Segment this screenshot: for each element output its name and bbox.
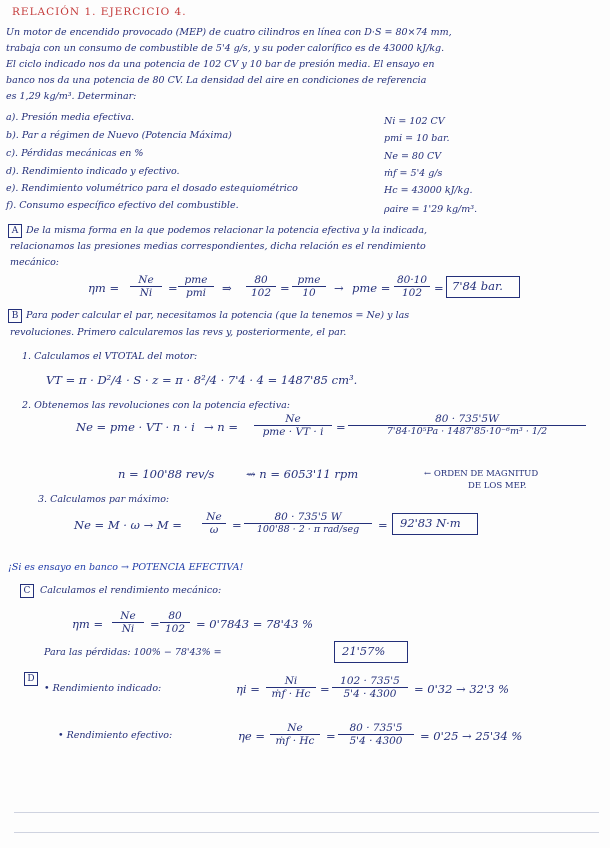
part-c-text: Calculamos el rendimiento mecánico: xyxy=(40,585,222,596)
equals-sign: = xyxy=(326,729,336,743)
denominator: Ni xyxy=(121,623,135,635)
equals-sign: = xyxy=(280,281,290,295)
denominator: 7'84·10⁵Pa · 1487'85·10⁻⁶m³ · 1/2 xyxy=(386,426,548,437)
fraction-n xyxy=(254,413,332,438)
statement-line: banco nos da una potencia de 80 CV. La densidad del aire en condiciones de referencia xyxy=(6,75,427,86)
numerator: Ni xyxy=(266,675,316,688)
equals-sign: = xyxy=(150,617,160,631)
denominator: ω xyxy=(209,524,219,536)
numerator: 80·10 xyxy=(394,274,430,287)
step-3: 3. Calculamos par máximo: xyxy=(38,494,170,505)
vt-formula: VT = π · D²/4 · S · z = π · 8²/4 · 7'4 · 4 = 1487'85 cm³. xyxy=(46,373,358,387)
denominator: pme · VT · i xyxy=(262,426,324,438)
numerator: Ne xyxy=(202,511,226,524)
denominator: 102 xyxy=(250,287,272,299)
ne-formula: Ne = pme · VT · n · i xyxy=(76,420,195,434)
eta-m-result: = 0'7843 = 78'43 % xyxy=(196,617,313,631)
orden-magnitud-note: DE LOS MEP. xyxy=(468,481,527,491)
given-value: Hc = 43000 kJ/kg. xyxy=(384,185,473,196)
part-b-text: revoluciones. Primero calcularemos las revs y, posteriormente, el par. xyxy=(10,327,347,338)
numerator: 80 · 735'5W xyxy=(348,413,586,426)
numerator: 80 · 735'5 W xyxy=(244,511,372,524)
fraction-calc xyxy=(394,274,430,299)
denominator: ṁf · Hc xyxy=(271,688,311,700)
question-item: d). Rendimiento indicado y efectivo. xyxy=(6,166,180,177)
part-b-text: Para poder calcular el par, necesitamos la potencia (que la tenemos = Ne) y las xyxy=(26,310,410,321)
numerator: Ne xyxy=(270,722,320,735)
question-item: a). Presión media efectiva. xyxy=(6,112,135,123)
arrow-icon: → xyxy=(334,281,344,295)
eta-m-symbol: ηm = xyxy=(88,281,120,295)
rendimiento-efectivo-label: • Rendimiento efectivo: xyxy=(58,730,173,741)
equals-sign: = xyxy=(232,518,242,532)
given-value: pmi = 10 bar. xyxy=(384,133,450,144)
implies-arrow: ⇒ xyxy=(222,281,232,295)
denominator: 102 xyxy=(164,623,186,635)
question-item: c). Pérdidas mecánicas en % xyxy=(6,148,144,159)
section-label-d: D xyxy=(24,672,38,686)
fraction-ni-mf-hc xyxy=(266,675,316,700)
fraction-pme-pmi xyxy=(178,274,214,299)
numerator: 80 xyxy=(160,610,190,623)
rendimiento-indicado-label: • Rendimiento indicado: xyxy=(44,683,162,694)
equals-sign: = xyxy=(434,281,444,295)
section-label-c: C xyxy=(20,584,34,598)
step-2: 2. Obtenemos las revoluciones con la potencia efectiva: xyxy=(22,400,290,411)
numerator: 102 · 735'5 xyxy=(332,675,408,688)
eta-i-result: = 0'32 → 32'3 % xyxy=(414,682,510,696)
fraction-ne-omega xyxy=(202,511,226,536)
given-value: Ni = 102 CV xyxy=(384,116,445,127)
fraction-ind-values xyxy=(332,675,408,700)
notebook-line xyxy=(14,812,599,813)
numerator: Ne xyxy=(130,274,162,287)
fraction-n-values xyxy=(348,413,586,438)
equals-sign: = xyxy=(168,281,178,295)
numerator: 80 xyxy=(246,274,276,287)
statement-line: es 1,29 kg/m³. Determinar: xyxy=(6,91,137,102)
fraction-efe-values xyxy=(338,722,414,747)
question-item: e). Rendimiento volumétrico para el dosado estequiométrico xyxy=(6,183,298,194)
equals-sign: = xyxy=(320,682,330,696)
result-pme: 7'84 bar. xyxy=(452,279,503,293)
fraction-pme-10 xyxy=(292,274,326,299)
fraction-par-values xyxy=(244,511,372,536)
n-rpm-result: ⇝ n = 6053'11 rpm xyxy=(246,467,359,481)
statement-line: trabaja con un consumo de combustible de 5'4 g/s, y su poder calorífico es de 43000 kJ/kg. xyxy=(6,43,445,54)
par-result: 92'83 N·m xyxy=(400,516,461,530)
equals-sign: = xyxy=(336,420,346,434)
denominator: 100'88 · 2 · π rad/seg xyxy=(256,524,360,535)
n-rev-result: n = 100'88 rev/s xyxy=(118,467,215,481)
exercise-title: RELACIÓN 1. EJERCICIO 4. xyxy=(12,6,187,18)
denominator: 5'4 · 4300 xyxy=(343,688,397,700)
eta-i-symbol: ηi = xyxy=(236,682,260,696)
perdidas-text: Para las pérdidas: 100% − 78'43% = xyxy=(44,647,222,658)
fraction-ne-ni xyxy=(130,274,162,299)
numerator: Ne xyxy=(112,610,144,623)
ensayo-note: ¡Si es ensayo en banco → POTENCIA EFECTIVA! xyxy=(8,562,244,573)
fraction-80-102 xyxy=(160,610,190,635)
par-formula: Ne = M · ω → M = xyxy=(74,518,182,532)
part-a-text: mecánico: xyxy=(10,257,60,268)
section-label-b: B xyxy=(8,309,22,323)
denominator: 102 xyxy=(401,287,423,299)
statement-line: Un motor de encendido provocado (MEP) de cuatro cilindros en línea con D·S = 80×74 mm, xyxy=(6,27,452,38)
numerator: 80 · 735'5 xyxy=(338,722,414,735)
denominator: Ni xyxy=(139,287,153,299)
given-value: Ne = 80 CV xyxy=(384,151,442,162)
fraction-ne-mf-hc xyxy=(270,722,320,747)
equals-sign: = xyxy=(378,518,388,532)
fraction-ne-ni xyxy=(112,610,144,635)
part-a-text: De la misma forma en la que podemos relacionar la potencia efectiva y la indicada, xyxy=(26,225,428,236)
denominator: 5'4 · 4300 xyxy=(349,735,403,747)
pme-label: pme = xyxy=(352,281,391,295)
orden-magnitud-note: ← ORDEN DE MAGNITUD xyxy=(424,469,539,479)
fraction-80-102 xyxy=(246,274,276,299)
denominator: pmi xyxy=(185,287,207,299)
given-value: ρaire = 1'29 kg/m³. xyxy=(384,204,478,215)
numerator: Ne xyxy=(254,413,332,426)
numerator: pme xyxy=(178,274,214,287)
n-arrow: → n = xyxy=(204,420,238,434)
denominator: ṁf · Hc xyxy=(275,735,315,747)
eta-e-result: = 0'25 → 25'34 % xyxy=(420,729,523,743)
question-item: b). Par a régimen de Nuevo (Potencia Máxima) xyxy=(6,130,232,141)
eta-m-symbol: ηm = xyxy=(72,617,104,631)
question-item: f). Consumo específico efectivo del combustible. xyxy=(6,200,239,211)
statement-line: El ciclo indicado nos da una potencia de 102 CV y 10 bar de presión media. El ensayo en xyxy=(6,59,435,70)
part-a-text: relacionamos las presiones medias correspondientes, dicha relación es el rendimiento xyxy=(10,241,426,252)
numerator: pme xyxy=(292,274,326,287)
step-1: 1. Calculamos el VTOTAL del motor: xyxy=(22,351,198,362)
eta-e-symbol: ηe = xyxy=(238,729,265,743)
given-value: ṁf = 5'4 g/s xyxy=(384,168,443,179)
denominator: 10 xyxy=(302,287,316,299)
section-label-a: A xyxy=(8,224,22,238)
perdidas-result: 21'57% xyxy=(342,644,386,658)
notebook-line xyxy=(14,832,599,833)
